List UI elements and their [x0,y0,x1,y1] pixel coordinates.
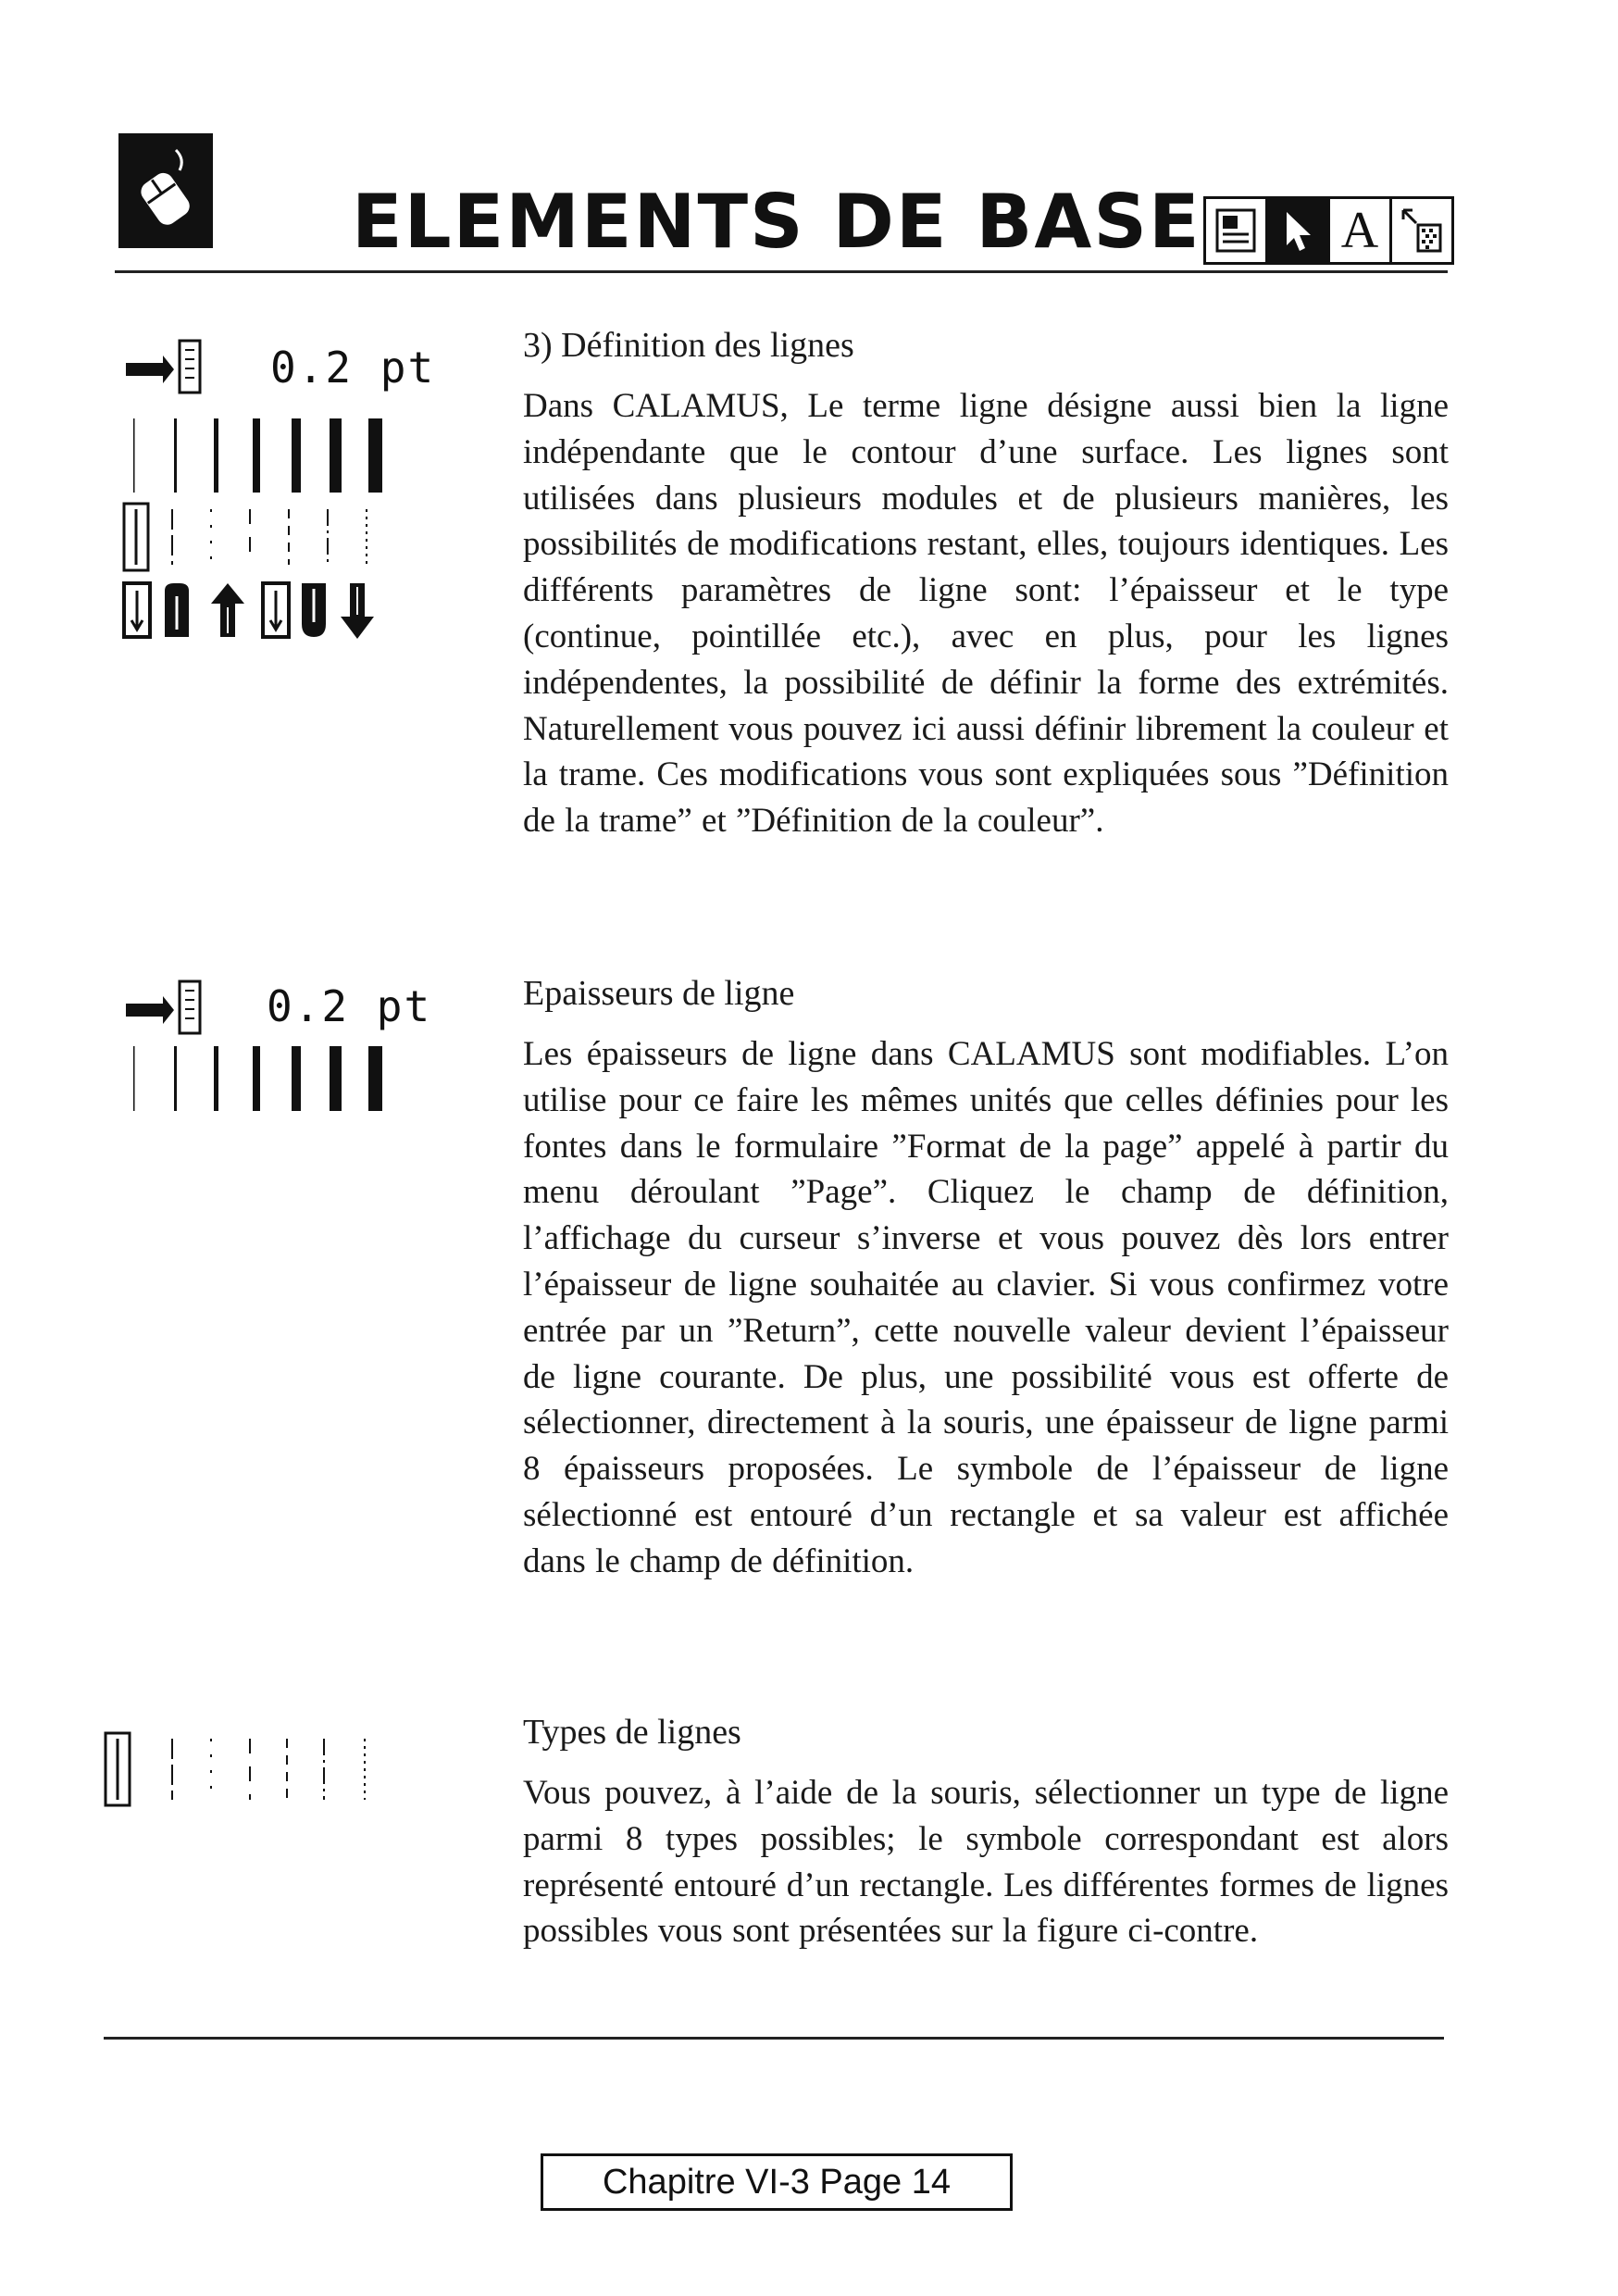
thickness-selector-icon [126,981,200,1033]
frame-tool-icon [1206,199,1268,262]
thickness-panel [118,976,452,1115]
text-tool-glyph: A [1340,202,1379,259]
line-types-panel [102,1729,417,1813]
thickness-value: 0.2 pt [270,343,436,393]
line-thickness-options [133,418,382,493]
section-line-thickness [523,970,1449,1585]
mouse-icon [118,133,213,248]
footer-divider [104,2037,1444,2040]
arrow-tool-icon [1268,199,1330,262]
line-type-options [124,504,367,570]
page-title: ELEMENTS DE BASE [352,179,1201,265]
section-heading: 3) Définition des lignes [523,326,854,365]
page-number-label: Chapitre VI-3 Page 14 [541,2153,1013,2211]
section-line-definition [523,322,1449,844]
section-heading: Epaisseurs de ligne [523,974,795,1013]
text-tool-icon [1330,199,1392,262]
header-divider [115,270,1448,273]
section-body: Vous pouvez, à l’aide de la souris, sélectionner un type de ligne parmi 8 types possibles; le symbole correspondant est alors représenté entouré d’un rectangle. Les différentes formes de lignes possibles vous sont présentées sur la figure ci-contre. [523,1774,1449,1951]
section-line-types [523,1709,1449,1954]
thickness-value: 0.2 pt [267,981,432,1031]
line-thickness-options [133,1046,382,1111]
section-body: Dans CALAMUS, Le terme ligne désigne aussi bien la ligne indépendante que le contour d’une surface. Les lignes sont utilisées dans plusieurs modules et de plusieurs manières, les possibilités de modifications restant, elles, toujours identiques. Les différents paramètres de ligne sont: l’épaisseur et le type (continue, pointillée etc.), avec en plus, pour les lignes indépendentes, la possibilité de définir la forme des extrémités. Naturellement vous pouvez ici aussi définir librement la couleur et la trame. Ces modifications vous sont expliquées sous ”Définition de la trame” et ”Définition de la couleur”. [523,387,1449,841]
section-body: Les épaisseurs de ligne dans CALAMUS sont modifiables. L’on utilise pour ce faire les mêmes unités que celles définies pour les fontes dans le formulaire ”Format de la page” appelé à partir du menu déroulant ”Page”. Cliquez le champ de définition, l’affichage du curseur s’inverse et vous pouvez dès lors entrer l’épaisseur de ligne souhaitée au clavier. Si vous confirmez votre entrée par un ”Return”, cette nouvelle valeur devient l’épaisseur de ligne courante. De plus, une possibilité vous est offerte de sélectionner, directement à la souris, une épaisseur de ligne parmi 8 épaisseurs proposées. Le symbole de l’épaisseur de ligne sélectionné est entouré d’un rectangle et sa valeur est affichée dans le champ de définition. [523,1035,1449,1580]
line-type-options [106,1733,365,1805]
tool-icon-strip [1203,196,1454,265]
line-end-options [124,583,374,639]
thickness-selector-icon [126,341,200,393]
line-definition-panel [118,333,452,648]
section-heading: Types de lignes [523,1713,741,1752]
raster-tool-icon [1392,199,1451,262]
